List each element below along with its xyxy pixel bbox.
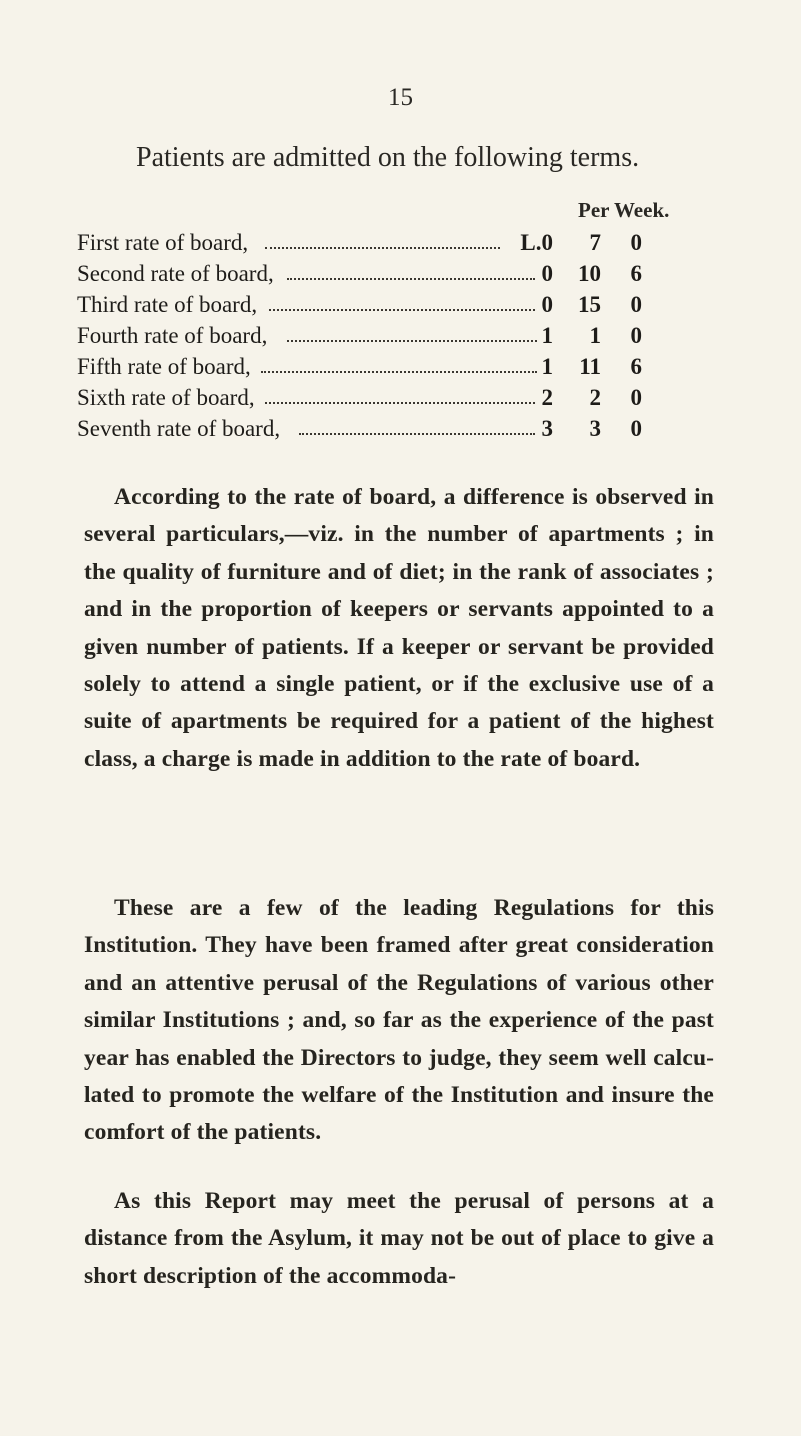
rate-pence: 6 (630, 354, 642, 379)
rate-pounds: L.0 (520, 230, 553, 255)
rate-pence: 0 (630, 292, 642, 317)
rate-row (77, 292, 657, 323)
dotted-leader (287, 274, 535, 280)
rate-label: First rate of board, (77, 230, 249, 255)
rate-label: Second rate of board, (77, 261, 274, 286)
page-number: 15 (388, 84, 413, 111)
rate-label: Fifth rate of board, (77, 354, 251, 379)
rate-shillings: 7 (589, 230, 601, 255)
paragraph-accommodation: As this Report may meet the perusal of persons at a distance from the Asylum, it may not be out of place to give a short description of the accommoda- (84, 1188, 714, 1289)
dotted-leader (265, 243, 500, 249)
rate-pounds: 0 (541, 292, 553, 317)
dotted-leader (265, 398, 535, 404)
rate-pounds: 0 (541, 261, 553, 286)
dotted-leader (299, 429, 535, 435)
rate-row (77, 261, 657, 292)
board-rates-table (77, 230, 657, 447)
rate-row (77, 230, 657, 261)
rates-column-header: Per Week. (578, 198, 670, 222)
rate-row (77, 385, 657, 416)
rate-shillings: 11 (579, 354, 601, 379)
rate-shillings: 15 (578, 292, 601, 317)
paragraph-regulations: These are a few of the leading Regulations for this Institution. They have been framed after great consideration and an attentive perusal of the Regulations of various other similar Institutions ; and, so far as the experience of the past year has enabled the Directors to judge, they seem well calculated to promote the welfare of the Institution and insure the comfort of the patients. (84, 895, 714, 1146)
rate-shillings: 3 (589, 416, 601, 441)
terms-heading: Patients are admitted on the following terms. (136, 142, 640, 173)
rate-row (77, 354, 657, 385)
rate-pounds: 1 (541, 323, 553, 348)
rate-pence: 0 (630, 416, 642, 441)
rate-shillings: 2 (589, 385, 601, 410)
rate-pence: 0 (630, 385, 642, 410)
rate-pounds: 3 (541, 416, 553, 441)
rate-label: Fourth rate of board, (77, 323, 268, 348)
paragraph-board-differences: According to the rate of board, a difference is observed in several particulars,—viz. in the number of apartments ; in the quality of furniture and of diet; in the rank of associates ; and in the proportion of keepers or servants appointed to a given number of patients. If a keeper or servant be provided solely to attend a single patient, or if the exclusive use of a suite of apartments be required for a patient of the highest class, a charge is made in addition to the rate of board. (84, 484, 714, 772)
rate-row (77, 416, 657, 447)
rate-pence: 6 (630, 261, 642, 286)
dotted-leader (269, 305, 535, 311)
dotted-leader (287, 336, 537, 342)
rate-pence: 0 (630, 323, 642, 348)
rate-shillings: 10 (578, 261, 601, 286)
dotted-leader (261, 367, 537, 373)
rate-shillings: 1 (589, 323, 601, 348)
rate-row (77, 323, 657, 354)
rate-pounds: 1 (541, 354, 553, 379)
rate-label: Sixth rate of board, (77, 385, 255, 410)
rate-pounds: 2 (541, 385, 553, 410)
rate-label: Seventh rate of board, (77, 416, 281, 441)
rate-pence: 0 (630, 230, 642, 255)
rate-label: Third rate of board, (77, 292, 258, 317)
